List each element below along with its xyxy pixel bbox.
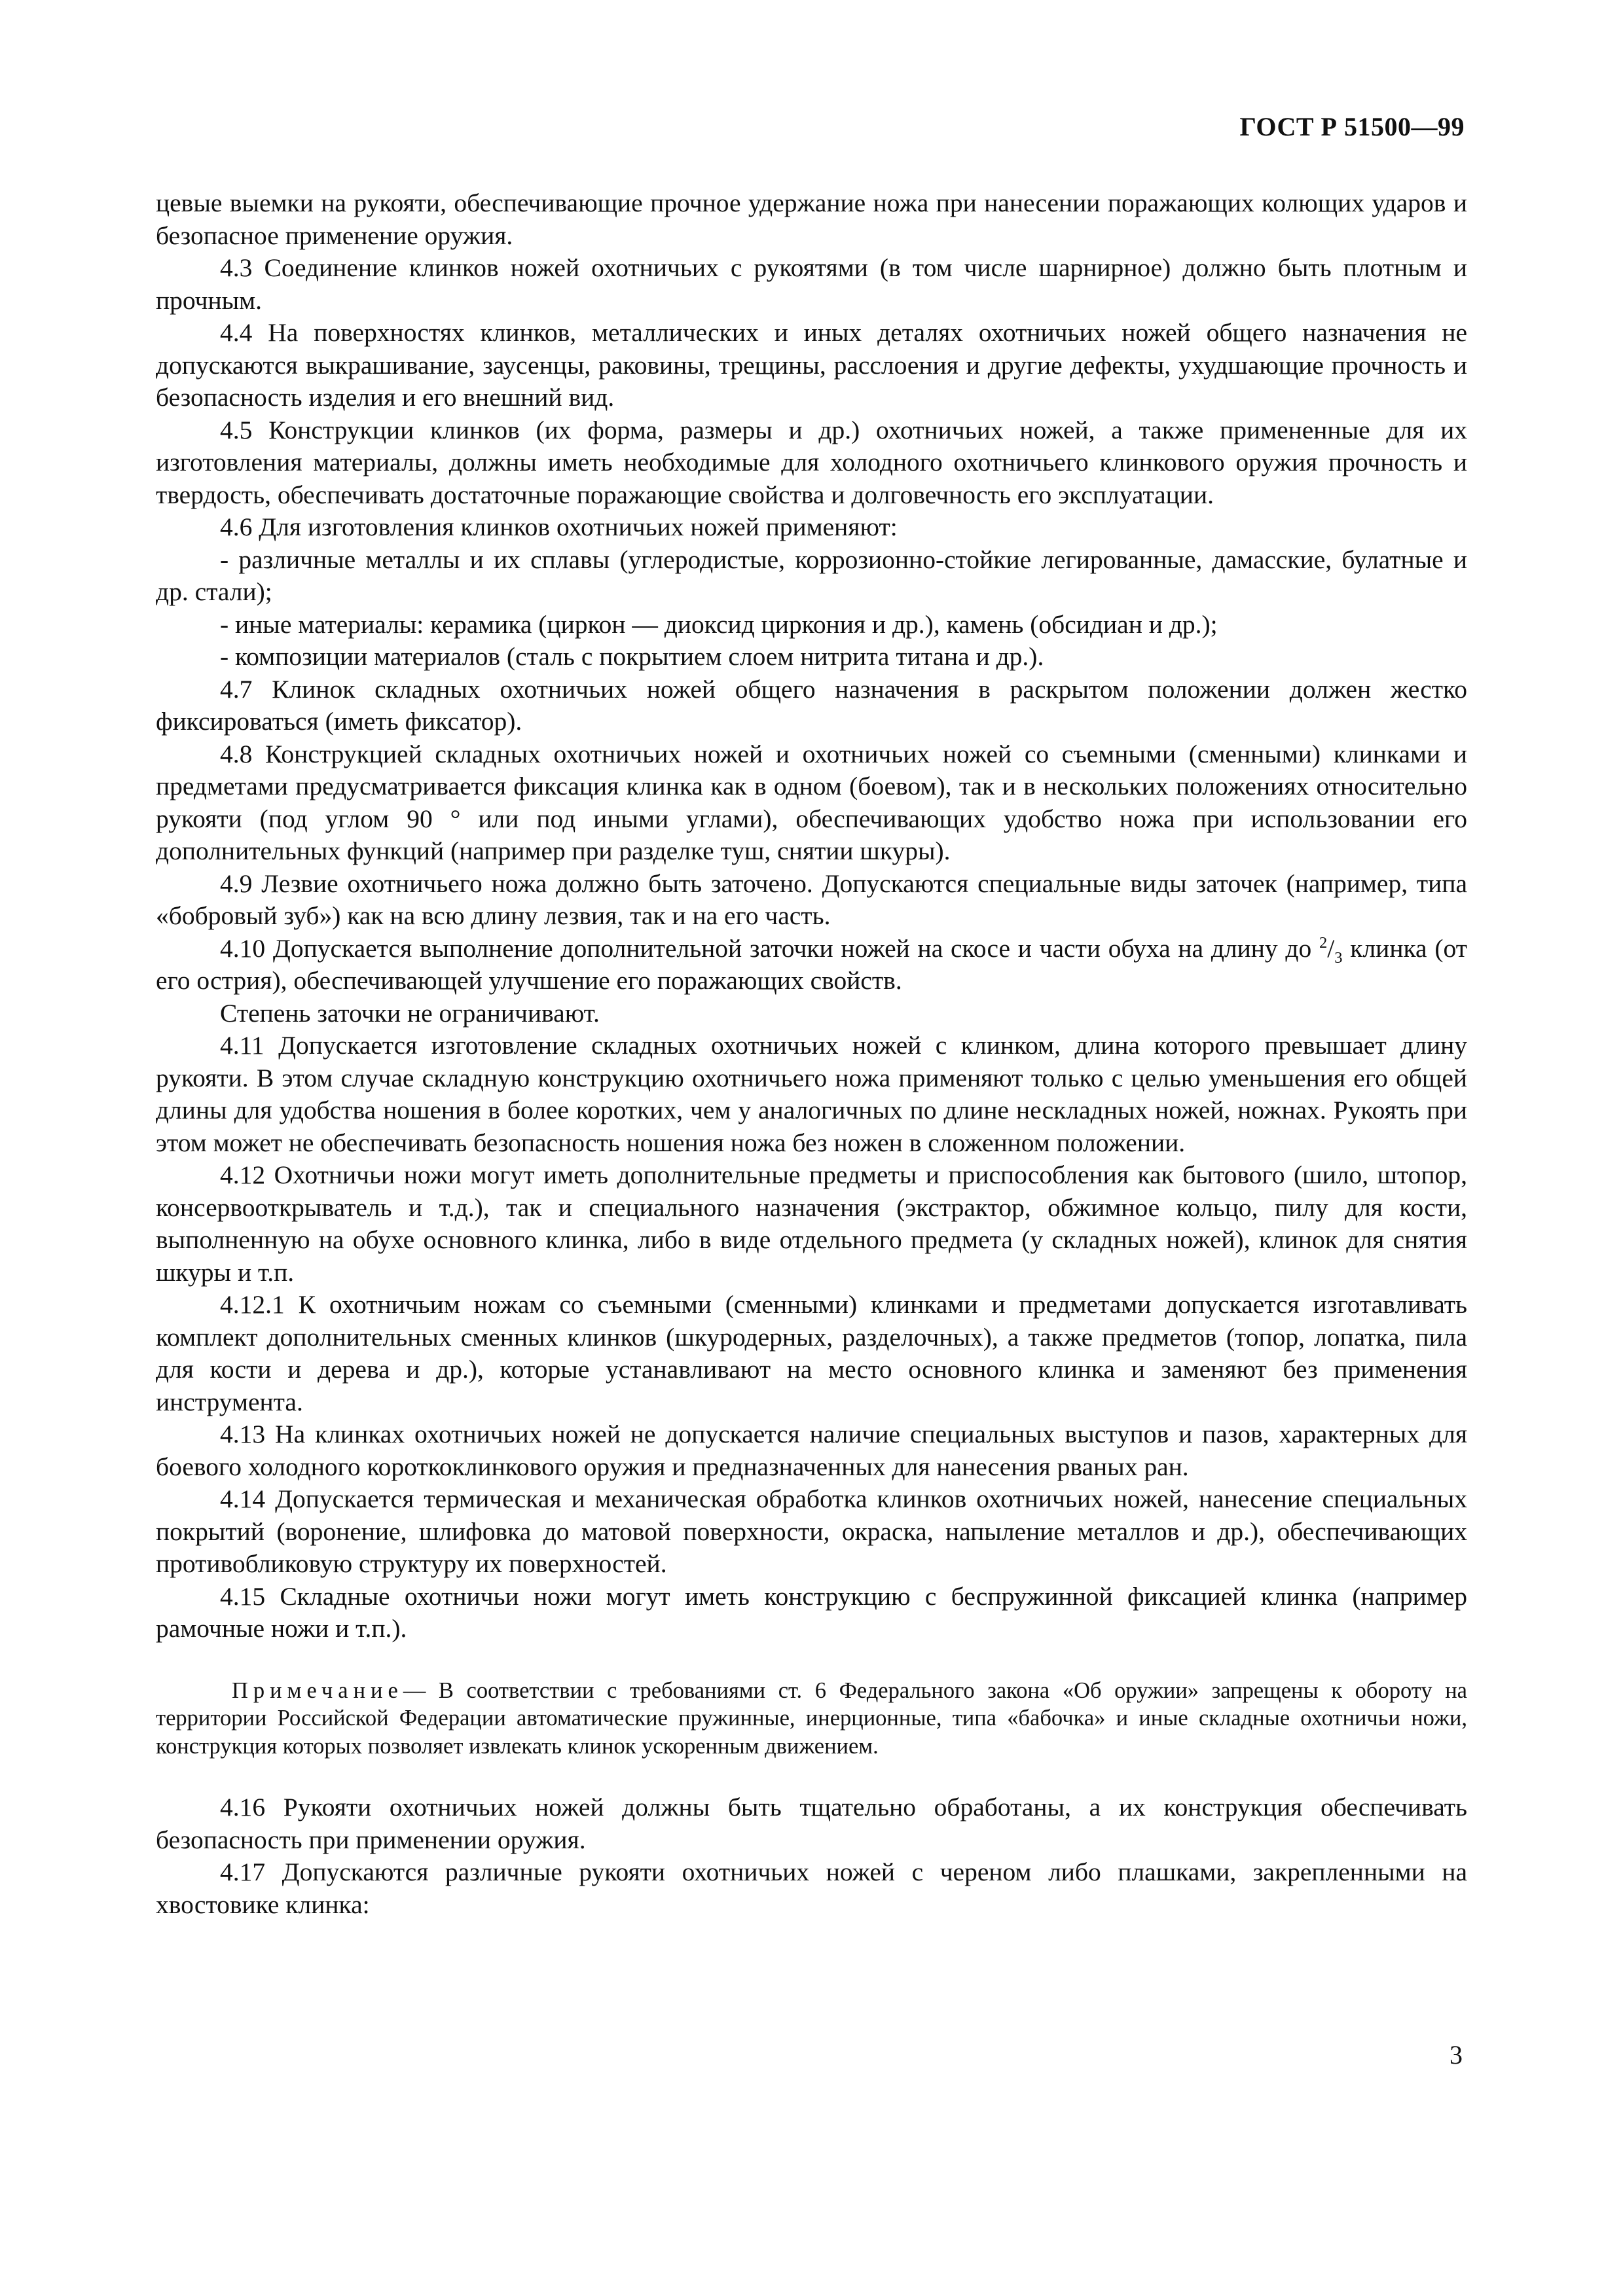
paragraph-4-11: 4.11 Допускается изготовление складных охотничьих ножей с клинком, длина которого превышает длину рукояти. В этом случае складную конструкцию охотничьего ножа применяют только с целью уменьшения его общей длины для удобства ношения в более коротких, чем у аналогичных по длине нескладных ножей, ножнах. Рукоять при этом может не обеспечивать безопасность ношения ножа без ножен в сложенном положении. <box>156 1031 1467 1157</box>
note-label: Примечание <box>232 1677 403 1703</box>
paragraph-4-12-1: 4.12.1 К охотничьим ножам со съемными (сменными) клинками и предметами допускается изготавливать комплект дополнительных сменных клинков (шкуродерных, разделочных), а также предметов (топор, лопатка, пила для кости и дерева и др.), которые устанавливают на место основного клинка и заменяют без применения инструмента. <box>156 1290 1467 1416</box>
fraction-denominator: 3 <box>1334 948 1343 967</box>
paragraph-4-14: 4.14 Допускается термическая и механическая обработка клинков охотничьих ножей, нанесение специальных покрытий (воронение, шлифовка до матовой поверхности, окраска, напыление металлов и др.), обеспечивающих противобликовую структуру их поверхностей. <box>156 1484 1467 1578</box>
fraction-numerator: 2 <box>1319 933 1328 952</box>
paragraph-4-16: 4.16 Рукояти охотничьих ножей должны быть тщательно обработаны, а их конструкция обеспечивать безопасность при применении оружия. <box>156 1793 1467 1854</box>
page-number: 3 <box>1450 2040 1463 2070</box>
paragraph-4-10-text-after: клинка (от его острия), обеспечивающей улучшение его поражающих свойств. <box>156 933 1467 995</box>
paragraph-4-12: 4.12 Охотничьи ножи могут иметь дополнительные предметы и приспособления как бытового (шило, штопор, консервооткрыватель и т.д.), так и специального назначения (экстрактор, обжимное кольцо, пилу для кости, выполненную на обухе основного клинка, либо в виде отдельного предмета (у складных ножей), клинок для снятия шкуры и т.п. <box>156 1160 1467 1287</box>
paragraph-4-4: 4.4 На поверхностях клинков, металлических и иных деталях охотничьих ножей общего назначения не допускаются выкрашивание, заусенцы, раковины, трещины, расслоения и другие дефекты, ухудшающие прочность и безопасность изделия и его внешний вид. <box>156 318 1467 412</box>
paragraph-4-9: 4.9 Лезвие охотничьего ножа должно быть заточено. Допускаются специальные виды заточек (например, типа «бобровый зуб») как на всю длину лезвия, так и на его часть. <box>156 869 1467 930</box>
list-item-other-materials: - иные материалы: керамика (циркон — диоксид циркония и др.), камень (обсидиан и др.); <box>220 609 1218 639</box>
paragraph-sharpening-degree: Степень заточки не ограничивают. <box>220 998 600 1028</box>
note-block <box>156 1677 1467 1761</box>
paragraph-continuation: цевые выемки на рукояти, обеспечивающие прочное удержание ножа при нанесении поражающих колющих ударов и безопасное применение оружия. <box>156 188 1467 250</box>
document-body <box>156 187 1467 1921</box>
list-item-metals: - различные металлы и их сплавы (углеродистые, коррозионно-стойкие легированные, дамасские, булатные и др. стали); <box>156 545 1467 606</box>
paragraph-4-7: 4.7 Клинок складных охотничьих ножей общего назначения в раскрытом положении должен жестко фиксироваться (иметь фиксатор). <box>156 674 1467 736</box>
paragraph-4-6: 4.6 Для изготовления клинков охотничьих ножей применяют: <box>220 512 898 541</box>
paragraph-4-10: 4.10 Допускается выполнение дополнительной заточки ножей на скосе и части обуха на длину до $^2/_3$ клинка (от его острия), обеспечивающей улучшение его поражающих свойств. <box>156 933 1467 995</box>
paragraph-4-5: 4.5 Конструкции клинков (их форма, размеры и др.) охотничьих ножей, а также примененные для их изготовления материалы, должны иметь необходимые для холодного охотничьего клинкового оружия прочность и твердость, обеспечивать достаточные поражающие свойства и долговечность его эксплуатации. <box>156 415 1467 509</box>
list-item-compositions: - композиции материалов (сталь с покрытием слоем нитрита титана и др.). <box>220 642 1044 671</box>
note-text: — В соответствии с требованиями ст. 6 Федерального закона «Об оружии» запрещены к обороту на территории Российской Федерации автоматические пружинные, инерционные, типа «бабочка» и иные складные охотничьи ножи, конструкция которых позволяет извлекать клинок ускоренным движением. <box>156 1677 1467 1759</box>
paragraph-4-3: 4.3 Соединение клинков ножей охотничьих с рукоятями (в том числе шарнирное) должно быть плотным и прочным. <box>156 253 1467 315</box>
document-header: ГОСТ Р 51500—99 <box>1239 112 1465 141</box>
paragraph-4-17: 4.17 Допускаются различные рукояти охотничьих ножей с череном либо плашками, закрепленными на хвостовике клинка: <box>156 1857 1467 1919</box>
paragraph-4-8: 4.8 Конструкцией складных охотничьих ножей и охотничьих ножей со съемными (сменными) клинками и предметами предусматривается фиксация клинка как в одном (боевом), так и в нескольких положениях относительно рукояти (под углом 90 ° или под иными углами), обеспечивающих удобство ножа при использовании его дополнительных функций (например при разделке туш, снятии шкуры). <box>156 739 1467 865</box>
paragraph-4-15: 4.15 Складные охотничьи ножи могут иметь конструкцию с беспружинной фиксацией клинка (например рамочные ножи и т.п.). <box>156 1581 1467 1643</box>
paragraph-4-10-text-before: 4.10 Допускается выполнение дополнительной заточки ножей на скосе и части обуха на длину до <box>220 933 1312 963</box>
paragraph-4-13: 4.13 На клинках охотничьих ножей не допускается наличие специальных выступов и пазов, характерных для боевого холодного короткоклинкового оружия и предназначенных для нанесения рваных ран. <box>156 1420 1467 1481</box>
